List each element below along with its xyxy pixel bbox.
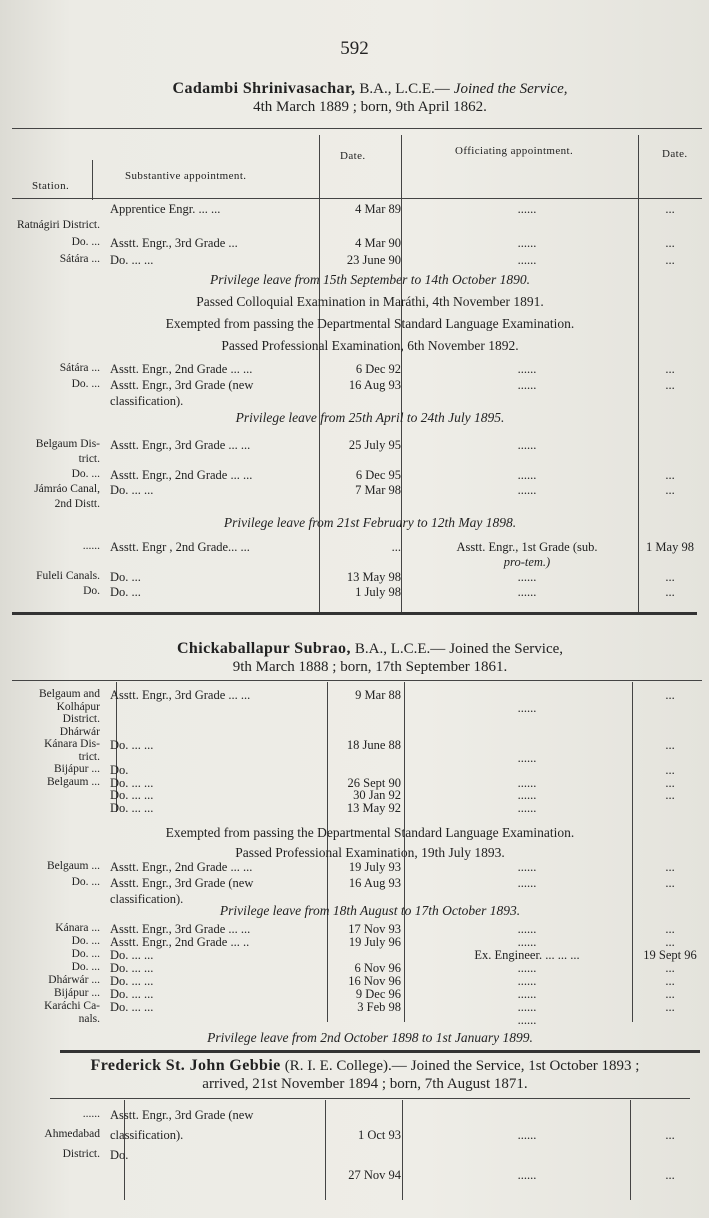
- section-note: Privilege leave from 15th September to 14th October 1890.: [209, 272, 531, 287]
- substantive-cell: Do. ... ...: [110, 1000, 154, 1014]
- date-cell: 23 June 90: [346, 253, 401, 267]
- station-cell: Do. ...: [71, 961, 100, 973]
- date-cell: 6 Dec 92: [355, 362, 401, 376]
- table-row: [12, 1108, 702, 1126]
- section-note: Exempted from passing the Departmental Standard Language Examination.: [165, 316, 575, 331]
- date-cell: 17 Nov 93: [348, 922, 401, 936]
- section-3-dates: arrived, 21st November 1894 ; born, 7th August 1871.: [202, 1076, 528, 1092]
- station-cell: Ahmedabad: [44, 1128, 100, 1140]
- section-3-header: [40, 1057, 690, 1093]
- date-cell: 9 Mar 88: [355, 688, 401, 702]
- officiating-cell: Ex. Engineer. ... ... ...: [474, 948, 580, 962]
- substantive-cell: Asstt. Engr., 2nd Grade ... ...: [110, 860, 253, 874]
- date2-cell: ...: [665, 961, 675, 975]
- station-cell: nals.: [78, 1013, 100, 1025]
- date-cell: 30 Jan 92: [353, 788, 401, 802]
- station-cell: Sátára ...: [59, 253, 100, 265]
- substantive-cell: classification).: [110, 1128, 184, 1142]
- officiating-cell: ......: [517, 1000, 537, 1014]
- section-3-joined: Joined the Service, 1st October 1893 ;: [410, 1058, 640, 1074]
- station-cell: 2nd Distt.: [54, 498, 100, 510]
- station-cell: Belgaum ...: [46, 860, 100, 872]
- date-cell: 1 Oct 93: [357, 1128, 401, 1142]
- date2-cell: ...: [665, 483, 675, 497]
- officiating-cell: ......: [517, 750, 537, 765]
- substantive-cell: Do. ... ...: [110, 961, 154, 975]
- date-cell: 9 Dec 96: [355, 987, 401, 1001]
- date-cell: 26 Sept 90: [347, 775, 401, 790]
- section-note: Passed Professional Examination, 19th July 1893.: [235, 845, 505, 860]
- date2-cell: ...: [665, 935, 675, 949]
- station-cell: Do. ...: [71, 876, 100, 888]
- officiating-cell: ......: [517, 362, 537, 376]
- substantive-cell: Do. ... ...: [110, 788, 154, 802]
- substantive-cell: Asstt. Engr., 3rd Grade ... ...: [110, 922, 251, 936]
- section-1-quals: B.A., L.C.E.—: [359, 81, 450, 97]
- substantive-cell: Asstt. Engr , 2nd Grade... ...: [110, 540, 250, 554]
- substantive-cell: Do. ...: [110, 585, 141, 599]
- substantive-cell: Do. ... ...: [110, 483, 154, 497]
- station-cell: Karáchi Ca-: [44, 1000, 100, 1012]
- officiating-cell: Asstt. Engr., 1st Grade (sub.: [456, 540, 598, 554]
- station-cell: Do. ...: [71, 935, 100, 947]
- substantive-cell: Do.: [110, 763, 129, 777]
- section-1-header: [60, 80, 680, 116]
- station-cell: ......: [82, 540, 100, 552]
- station-cell: Sátára ...: [59, 362, 100, 374]
- column-header-date-2: Date.: [662, 148, 688, 160]
- substantive-cell: Do. ... ...: [110, 948, 154, 962]
- date2-cell: ...: [665, 738, 675, 752]
- col-divider: [92, 160, 93, 200]
- station-cell: Bijápur ...: [54, 763, 100, 775]
- date-cell: 16 Aug 93: [348, 378, 401, 392]
- table-row: [12, 1168, 702, 1186]
- table-row: [12, 1148, 702, 1166]
- column-header-substantive: Substantive appointment.: [125, 170, 247, 182]
- station-cell: Kolhápur: [56, 700, 100, 713]
- column-header-station: Station.: [32, 180, 70, 192]
- officiating-cell: ......: [517, 935, 537, 949]
- section-2-joined: Joined the Service,: [449, 641, 564, 657]
- date2-cell: ...: [665, 1128, 675, 1142]
- station-cell: ......: [82, 1108, 100, 1120]
- date2-cell: ...: [665, 763, 675, 777]
- substantive-cell: Asstt. Engr., 3rd Grade (new: [110, 876, 254, 890]
- date-cell: 16 Aug 93: [348, 876, 401, 890]
- officiating-cell: ......: [517, 1128, 537, 1142]
- date-cell: 1 July 98: [355, 585, 401, 599]
- date2-cell: ...: [665, 570, 675, 584]
- substantive-cell: classification).: [110, 394, 184, 408]
- date2-cell: ...: [665, 253, 675, 267]
- date-cell: 19 July 93: [348, 860, 401, 874]
- date2-cell: ...: [665, 974, 675, 988]
- page-number: 592: [340, 38, 369, 59]
- officiating-cell: ......: [517, 800, 537, 815]
- officiating-cell: ......: [517, 974, 537, 988]
- substantive-cell: Asstt. Engr., 2nd Grade ... ...: [110, 468, 253, 482]
- date-cell: 27 Nov 94: [348, 1168, 401, 1182]
- officiating-cell: ......: [517, 378, 537, 392]
- date2-cell: 1 May 98: [646, 540, 694, 554]
- table-row: [12, 219, 702, 237]
- date2-cell: ...: [665, 585, 675, 599]
- substantive-cell: Do. ... ...: [110, 738, 154, 752]
- date2-cell: ...: [665, 860, 675, 874]
- officiating-cell: ......: [517, 253, 537, 267]
- date-cell: 7 Mar 98: [355, 483, 401, 497]
- date2-cell: ...: [665, 468, 675, 482]
- table-top-rule: [12, 128, 702, 129]
- date-cell: 13 May 98: [346, 570, 401, 584]
- officiating-cell: ......: [517, 961, 537, 975]
- substantive-cell: Do.: [110, 1148, 129, 1162]
- date-cell: 19 July 96: [348, 935, 401, 949]
- substantive-cell: Do. ... ...: [110, 775, 154, 790]
- section-note: Exempted from passing the Departmental Standard Language Examination.: [165, 825, 575, 840]
- substantive-cell: Asstt. Engr., 3rd Grade ... ...: [110, 438, 251, 452]
- substantive-cell: Apprentice Engr. ... ...: [110, 202, 221, 216]
- substantive-cell: Asstt. Engr., 2nd Grade ... ...: [110, 362, 253, 376]
- table-row: [12, 1013, 702, 1031]
- date-cell: ...: [391, 540, 401, 554]
- date2-cell: ...: [665, 236, 675, 250]
- table-row: [12, 801, 702, 819]
- column-header-officiating: Officiating appointment.: [455, 145, 574, 157]
- station-cell: Kánara Dis-: [44, 738, 100, 750]
- station-cell: trict.: [78, 453, 100, 465]
- date2-cell: ...: [665, 987, 675, 1001]
- station-cell: trict.: [78, 750, 100, 763]
- station-cell: Do. ...: [71, 948, 100, 960]
- substantive-cell: Do. ... ...: [110, 974, 154, 988]
- station-cell: Fuleli Canals.: [36, 570, 100, 582]
- date2-cell: 19 Sept 96: [643, 948, 697, 962]
- table-row: [12, 498, 702, 516]
- table-row: [12, 1128, 702, 1146]
- officiating-cell: ......: [517, 236, 537, 250]
- station-cell: Belgaum and: [39, 688, 100, 700]
- officiating-cell: ......: [517, 876, 537, 890]
- officiating-cell: ......: [517, 1168, 537, 1182]
- date2-cell: ...: [665, 378, 675, 392]
- station-cell: Jámráo Canal,: [34, 483, 100, 495]
- section-2-dates: 9th March 1888 ; born, 17th September 1861.: [232, 659, 508, 675]
- date-cell: 13 May 92: [346, 800, 401, 815]
- substantive-cell: Do. ... ...: [110, 253, 154, 267]
- officiating-cell: ......: [517, 438, 537, 452]
- date-cell: 18 June 88: [346, 738, 401, 752]
- date2-cell: ...: [665, 788, 675, 802]
- officiating-cell: ......: [517, 788, 537, 802]
- section-divider: [12, 612, 697, 615]
- station-cell: District.: [62, 713, 100, 725]
- station-cell: Ratnágiri District.: [16, 219, 100, 231]
- date2-cell: ...: [665, 775, 675, 790]
- section-note: Passed Professional Examination, 6th November 1892.: [221, 338, 519, 353]
- section-1-name: Cadambi Shrinivasachar,: [172, 80, 356, 97]
- date2-cell: ...: [665, 202, 675, 216]
- section-2-quals: B.A., L.C.E.—: [354, 641, 446, 657]
- substantive-cell: Do. ...: [110, 570, 141, 584]
- officiating-cell: ......: [517, 570, 537, 584]
- substantive-cell: Asstt. Engr., 3rd Grade ...: [110, 236, 238, 250]
- station-cell: Kánara ...: [55, 922, 100, 934]
- station-cell: Do. ...: [71, 236, 100, 248]
- substantive-cell: classification).: [110, 892, 184, 906]
- substantive-cell: Asstt. Engr., 2nd Grade ... ..: [110, 935, 250, 949]
- section-2-header: [60, 640, 680, 676]
- date-cell: 6 Dec 95: [355, 468, 401, 482]
- officiating-cell: ......: [517, 775, 537, 790]
- station-cell: Do. ...: [71, 468, 100, 480]
- substantive-cell: Asstt. Engr., 3rd Grade ... ...: [110, 688, 251, 702]
- date-cell: 4 Mar 89: [355, 202, 401, 216]
- station-cell: Dhárwár ...: [48, 974, 100, 986]
- section-3-top-rule: [50, 1098, 690, 1099]
- officiating-cell: ......: [517, 1013, 537, 1027]
- date2-cell: ...: [665, 688, 675, 702]
- date-cell: 25 July 95: [348, 438, 401, 452]
- station-cell: District.: [62, 1148, 100, 1160]
- table-row: [12, 202, 702, 220]
- officiating-cell: pro-tem.): [503, 555, 551, 569]
- station-cell: Belgaum ...: [46, 775, 100, 788]
- substantive-cell: Asstt. Engr., 3rd Grade (new: [110, 1108, 254, 1122]
- station-cell: Belgaum Dis-: [35, 438, 100, 450]
- station-cell: Do.: [83, 585, 100, 597]
- officiating-cell: ......: [517, 483, 537, 497]
- section-divider: [60, 1050, 700, 1053]
- section-1-leave-note-2: Privilege leave from 25th April to 24th July 1895.: [235, 410, 505, 425]
- officiating-cell: ......: [517, 922, 537, 936]
- date-cell: 16 Nov 96: [348, 974, 401, 988]
- section-1-leave-note-3: Privilege leave from 21st February to 12th May 1898.: [223, 515, 517, 530]
- date2-cell: ...: [665, 922, 675, 936]
- date-cell: 4 Mar 90: [355, 236, 401, 250]
- substantive-cell: Asstt. Engr., 3rd Grade (new: [110, 378, 254, 392]
- date-cell: 3 Feb 98: [357, 1000, 401, 1014]
- table-row: [12, 253, 702, 271]
- officiating-cell: ......: [517, 700, 537, 715]
- section-2-leave-note-1: Privilege leave from 18th August to 17th October 1893.: [219, 903, 521, 918]
- section-note: Passed Colloquial Examination in Maráthi, 4th November 1891.: [196, 294, 544, 309]
- date2-cell: ...: [665, 1000, 675, 1014]
- column-header-date: Date.: [340, 150, 366, 162]
- section-1-dates: 4th March 1889 ; born, 9th April 1862.: [253, 99, 487, 115]
- station-cell: Dhárwár: [59, 725, 100, 738]
- date-cell: 6 Nov 96: [354, 961, 401, 975]
- header-bottom-rule: [12, 198, 702, 199]
- officiating-cell: ......: [517, 585, 537, 599]
- station-cell: Do. ...: [71, 378, 100, 390]
- section-3-name: Frederick St. John Gebbie: [90, 1057, 281, 1074]
- section-1-joined: Joined the Service,: [453, 81, 568, 97]
- officiating-cell: ......: [517, 860, 537, 874]
- section-2-name: Chickaballapur Subrao,: [176, 640, 351, 657]
- station-cell: Bijápur ...: [54, 987, 100, 999]
- section-3-quals: (R. I. E. College).—: [284, 1058, 407, 1074]
- table-row: [12, 585, 702, 603]
- substantive-cell: Do. ... ...: [110, 987, 154, 1001]
- section-2-leave-note-2: Privilege leave from 2nd October 1898 to 1st January 1899.: [207, 1030, 533, 1045]
- date2-cell: ...: [665, 876, 675, 890]
- date2-cell: ...: [665, 362, 675, 376]
- officiating-cell: ......: [517, 468, 537, 482]
- substantive-cell: Do. ... ...: [110, 800, 154, 815]
- officiating-cell: ......: [517, 202, 537, 216]
- table-row: [12, 236, 702, 254]
- section-2-top-rule: [12, 680, 702, 681]
- date2-cell: ...: [665, 1168, 675, 1182]
- officiating-cell: ......: [517, 987, 537, 1001]
